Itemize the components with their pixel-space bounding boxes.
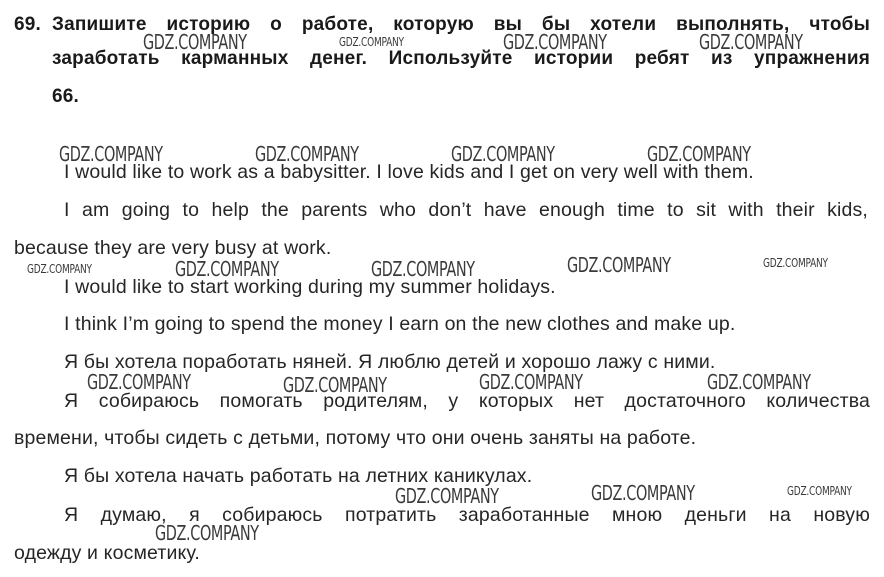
paragraph-2-line-2: because they are very busy at work. xyxy=(14,237,332,259)
exercise-title-line-2: заработать карманных денег. Используйте истории ребят из упражнения xyxy=(52,48,870,69)
watermark: GDZ.COMPANY xyxy=(143,30,247,54)
watermark: GDZ.COMPANY xyxy=(647,142,751,166)
watermark: GDZ.COMPANY xyxy=(283,373,387,397)
watermark: GDZ.COMPANY xyxy=(707,370,811,394)
watermark: GDZ.COMPANY xyxy=(503,30,607,54)
watermark: GDZ.COMPANY xyxy=(255,142,359,166)
paragraph-6-line-1: Я собираюсь помогать родителям, у которых нет достаточного количества xyxy=(64,390,870,412)
watermark: GDZ.COMPANY xyxy=(567,253,671,277)
paragraph-1: I would like to work as a babysitter. I love kids and I get on very well with them. xyxy=(64,161,754,183)
paragraph-7: Я бы хотела начать работать на летних каникулах. xyxy=(64,465,533,487)
watermark: GDZ.COMPANY xyxy=(339,35,404,49)
watermark: GDZ.COMPANY xyxy=(371,257,475,281)
watermark: GDZ.COMPANY xyxy=(27,262,92,276)
watermark: GDZ.COMPANY xyxy=(395,484,499,508)
watermark: GDZ.COMPANY xyxy=(59,142,163,166)
paragraph-3: I would like to start working during my summer holidays. xyxy=(64,276,556,298)
paragraph-5: Я бы хотела поработать няней. Я люблю детей и хорошо лажу с ними. xyxy=(64,351,716,373)
watermark: GDZ.COMPANY xyxy=(175,257,279,281)
paragraph-8-line-1: Я думаю, я собираюсь потратить заработанные мною деньги на новую xyxy=(64,504,870,526)
watermark: GDZ.COMPANY xyxy=(451,142,555,166)
watermark: GDZ.COMPANY xyxy=(591,481,695,505)
paragraph-4: I think I’m going to spend the money I earn on the new clothes and make up. xyxy=(64,313,736,335)
exercise-title-line-1: Запишите историю о работе, которую вы бы хотели выполнять, чтобы xyxy=(52,14,870,35)
watermark: GDZ.COMPANY xyxy=(699,30,803,54)
paragraph-8-line-2: одежду и косметику. xyxy=(14,542,200,564)
paragraph-6-line-2: времени, чтобы сидеть с детьми, потому что они очень заняты на работе. xyxy=(14,427,697,449)
watermark: GDZ.COMPANY xyxy=(155,521,259,545)
watermark: GDZ.COMPANY xyxy=(479,370,583,394)
paragraph-2-line-1: I am going to help the parents who don’t have enough time to sit with their kids, xyxy=(64,199,868,221)
watermark: GDZ.COMPANY xyxy=(763,256,828,270)
exercise-number: 69. xyxy=(14,14,42,35)
watermark: GDZ.COMPANY xyxy=(87,370,191,394)
watermark: GDZ.COMPANY xyxy=(787,484,852,498)
exercise-title-line-3: 66. xyxy=(52,86,80,107)
